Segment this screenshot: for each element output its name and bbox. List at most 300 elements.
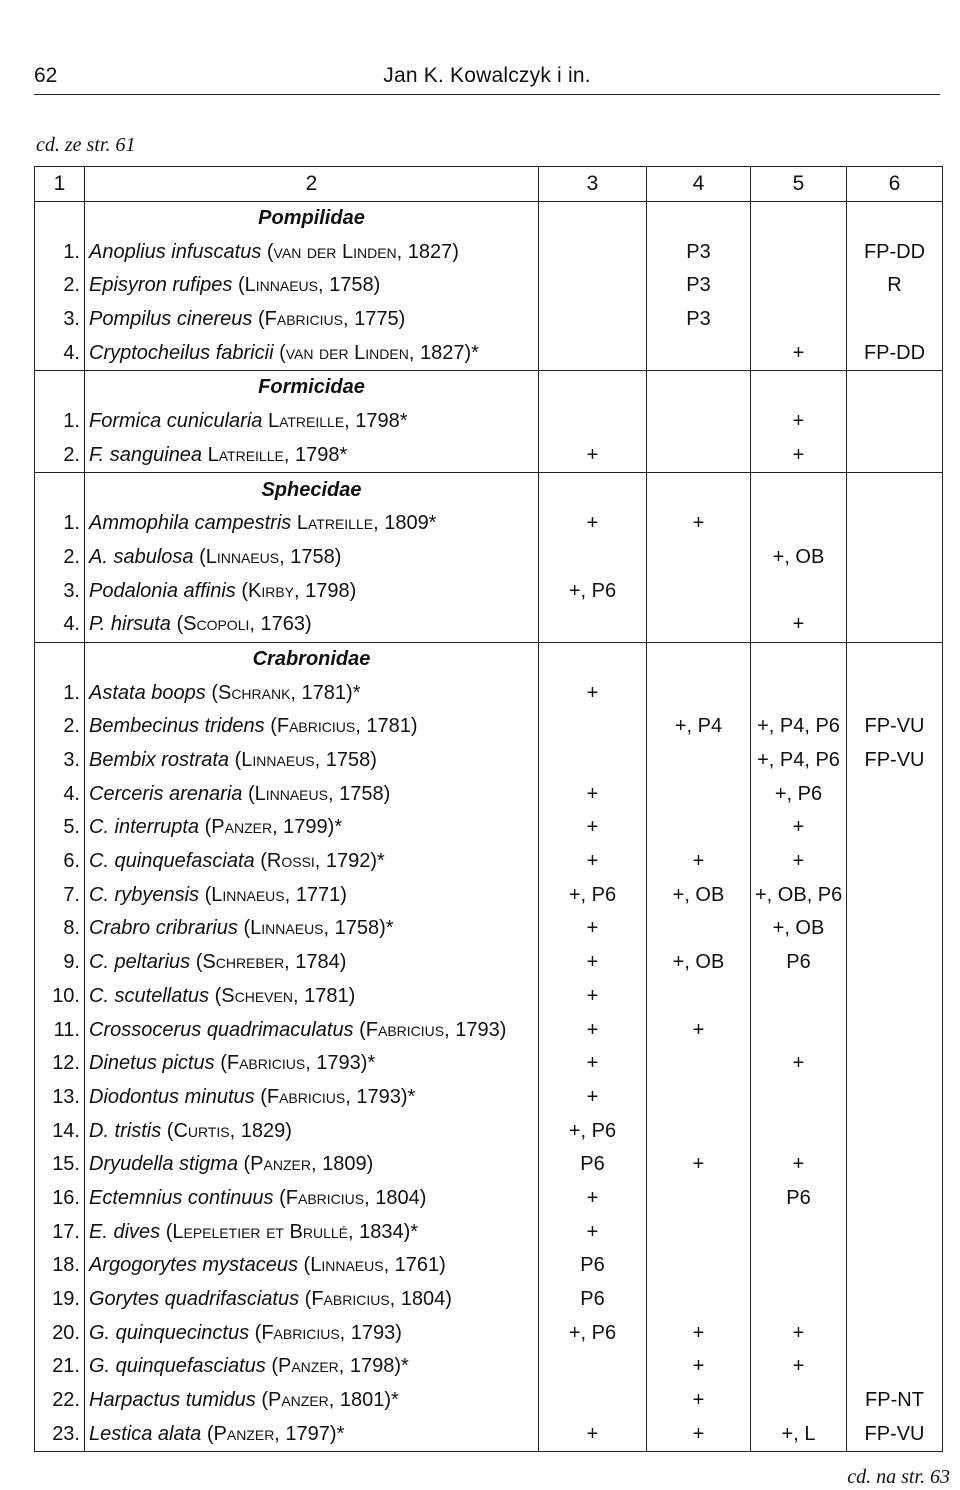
species-author: (Fabricius, 1793)* [220, 1052, 376, 1075]
species-name: Dryudella stigma [89, 1153, 238, 1176]
family-header-row [35, 371, 943, 405]
table-row [35, 845, 943, 879]
species-name-cell [85, 405, 539, 439]
value-cell-c3: + [539, 980, 647, 1014]
species-author: (Lepeletier et Brullé, 1834)* [165, 1220, 419, 1243]
value-cell-c6 [847, 507, 943, 541]
species-name-cell [85, 777, 539, 811]
value-cell-c3: + [539, 1215, 647, 1249]
value-cell-c4 [647, 405, 751, 439]
value-cell-c5 [751, 676, 847, 710]
table-row [35, 1417, 943, 1451]
species-name-cell [85, 439, 539, 473]
column-header: 1 [35, 167, 85, 202]
table-row [35, 405, 943, 439]
value-cell-c3 [539, 608, 647, 642]
table-row [35, 811, 943, 845]
species-name: A. sabulosa [89, 545, 194, 568]
table-row [35, 608, 943, 642]
value-cell-c3: + [539, 1081, 647, 1115]
value-cell-c5: + [751, 336, 847, 370]
value-cell-c6: FP-DD [863, 240, 926, 263]
species-name: F. sanguinea [89, 443, 203, 466]
species-author: (Scopoli, 1763) [176, 613, 312, 636]
value-cell-c5: P6 [751, 1182, 847, 1216]
species-table [34, 166, 943, 1452]
species-author: (Fabricius, 1793) [359, 1018, 507, 1041]
table-row [35, 269, 943, 303]
value-cell-c6 [847, 1215, 943, 1249]
value-cell-c4: + [647, 507, 751, 541]
row-number: 17. [35, 1215, 85, 1249]
value-cell-c6 [847, 676, 943, 710]
value-cell-c6: FP-NT [865, 1389, 924, 1412]
value-cell-c5: +, P4, P6 [751, 744, 847, 778]
species-name: Episyron rufipes [89, 274, 233, 297]
value-cell-c4: P3 [647, 269, 751, 303]
table-row [35, 336, 943, 370]
value-cell-c3 [539, 336, 647, 370]
species-name-cell [85, 811, 539, 845]
value-cell-c3 [539, 541, 647, 575]
empty-cell [35, 201, 85, 235]
species-name: Cerceris arenaria [89, 782, 243, 805]
value-cell-c4 [647, 608, 751, 642]
value-cell-c4: +, OB [647, 878, 751, 912]
table-row [35, 235, 943, 269]
value-cell-c3 [539, 744, 647, 778]
table-row [35, 1148, 943, 1182]
value-cell-c6 [847, 608, 943, 642]
value-cell-c3: + [539, 439, 647, 473]
table-row [35, 439, 943, 473]
value-cell-c6 [847, 777, 943, 811]
species-author: (Panzer, 1797)* [206, 1422, 345, 1445]
row-number: 19. [35, 1283, 85, 1317]
table-row [35, 1081, 943, 1115]
empty-cell [647, 473, 751, 507]
value-cell-c6 [847, 912, 943, 946]
empty-cell [539, 642, 647, 676]
value-cell-c5: + [751, 439, 847, 473]
family-header-row [35, 201, 943, 235]
value-cell-c4 [647, 1215, 751, 1249]
table-row [35, 980, 943, 1014]
species-author: (Fabricius, 1781) [270, 715, 418, 738]
species-author: (Scheven, 1781) [214, 984, 356, 1007]
table-row [35, 912, 943, 946]
row-number: 23. [35, 1417, 85, 1451]
table-row [35, 574, 943, 608]
value-cell-c6 [847, 405, 943, 439]
value-cell-c5: +, OB [751, 541, 847, 575]
species-author: (Rossi, 1792)* [260, 850, 385, 873]
table-row [35, 1316, 943, 1350]
species-name: Crabro cribrarius [89, 917, 238, 940]
value-cell-c6 [847, 1249, 943, 1283]
species-name-cell [85, 541, 539, 575]
family-name: Formicidae [85, 371, 539, 405]
species-author: (Schreber, 1784) [195, 951, 347, 974]
species-author: (Fabricius, 1793) [254, 1321, 402, 1344]
value-cell-c4: + [647, 1384, 751, 1418]
value-cell-c5: +, L [751, 1417, 847, 1451]
value-cell-c3 [539, 269, 647, 303]
species-author: (Panzer, 1801)* [261, 1389, 399, 1412]
value-cell-c3: P6 [539, 1249, 647, 1283]
species-name: Dinetus pictus [89, 1052, 215, 1075]
species-author: (Linnaeus, 1758) [237, 274, 381, 297]
species-name-cell [85, 1316, 539, 1350]
row-number: 15. [35, 1148, 85, 1182]
value-cell-c5: + [751, 1316, 847, 1350]
species-name: C. quinquefasciata [89, 850, 255, 873]
empty-cell [647, 201, 751, 235]
species-author: (Linnaeus, 1758)* [243, 917, 394, 940]
empty-cell [35, 371, 85, 405]
species-name-cell [85, 1215, 539, 1249]
value-cell-c3: P6 [539, 1283, 647, 1317]
value-cell-c4: + [647, 1316, 751, 1350]
value-cell-c5 [751, 574, 847, 608]
table-row [35, 1384, 943, 1418]
table-row [35, 541, 943, 575]
value-cell-c4: + [647, 845, 751, 879]
column-header-row [35, 167, 943, 202]
species-table-body [35, 167, 943, 1452]
row-number: 22. [35, 1384, 85, 1418]
value-cell-c5: + [751, 405, 847, 439]
value-cell-c4: + [647, 1350, 751, 1384]
value-cell-c4: +, OB [647, 946, 751, 980]
species-name: D. tristis [89, 1119, 162, 1142]
species-name: Harpactus tumidus [89, 1389, 256, 1412]
row-number: 3. [35, 744, 85, 778]
value-cell-c5: +, OB, P6 [751, 878, 847, 912]
species-author: Latreille, 1809* [296, 512, 437, 535]
species-name-cell [85, 507, 539, 541]
row-number: 14. [35, 1114, 85, 1148]
species-name-cell [85, 878, 539, 912]
value-cell-c6 [847, 1114, 943, 1148]
value-cell-c6: FP-VU [864, 1422, 925, 1445]
value-cell-c4 [647, 336, 751, 370]
value-cell-c4 [647, 439, 751, 473]
value-cell-c6 [847, 1013, 943, 1047]
column-header: 4 [647, 167, 751, 202]
value-cell-c6 [847, 946, 943, 980]
species-name-cell [85, 1114, 539, 1148]
value-cell-c3 [539, 235, 647, 269]
table-row [35, 1249, 943, 1283]
value-cell-c4: + [647, 1013, 751, 1047]
value-cell-c5 [751, 1114, 847, 1148]
row-number: 13. [35, 1081, 85, 1115]
value-cell-c6 [847, 980, 943, 1014]
value-cell-c5: + [751, 845, 847, 879]
table-row [35, 744, 943, 778]
species-name: G. quinquecinctus [89, 1321, 250, 1344]
value-cell-c6 [847, 1047, 943, 1081]
value-cell-c3: + [539, 946, 647, 980]
table-row [35, 777, 943, 811]
species-name: Diodontus minutus [89, 1085, 255, 1108]
value-cell-c3: + [539, 1047, 647, 1081]
page-number: 62 [34, 64, 58, 87]
value-cell-c6 [847, 845, 943, 879]
species-author: (Panzer, 1798)* [271, 1355, 409, 1378]
value-cell-c6: FP-DD [863, 341, 926, 364]
value-cell-c4: P3 [647, 303, 751, 337]
species-name-cell [85, 574, 539, 608]
species-author: (Fabricius, 1804) [279, 1186, 427, 1209]
row-number: 3. [35, 574, 85, 608]
species-name: Lestica alata [89, 1422, 202, 1445]
empty-cell [751, 371, 847, 405]
species-name-cell [85, 303, 539, 337]
value-cell-c6: R [887, 274, 902, 297]
row-number: 4. [35, 336, 85, 370]
species-author: (Fabricius, 1793)* [260, 1085, 416, 1108]
species-name-cell [85, 1283, 539, 1317]
species-name-cell [85, 1417, 539, 1451]
species-name: Crossocerus quadrimaculatus [89, 1018, 354, 1041]
species-author: (van der Linden, 1827) [266, 240, 459, 263]
value-cell-c3 [539, 303, 647, 337]
value-cell-c5: P6 [751, 946, 847, 980]
value-cell-c6 [847, 541, 943, 575]
value-cell-c4: + [647, 1417, 751, 1451]
table-row [35, 1047, 943, 1081]
value-cell-c5 [751, 1384, 847, 1418]
species-author: (Curtis, 1829) [166, 1119, 292, 1142]
species-name-cell [85, 235, 539, 269]
column-header: 6 [847, 167, 943, 202]
species-name-cell [85, 744, 539, 778]
value-cell-c3: + [539, 1417, 647, 1451]
species-name-cell [85, 980, 539, 1014]
table-row [35, 878, 943, 912]
row-number: 7. [35, 878, 85, 912]
value-cell-c6 [847, 811, 943, 845]
row-number: 2. [35, 710, 85, 744]
row-number: 9. [35, 946, 85, 980]
species-name: Anoplius infuscatus [89, 240, 262, 263]
row-number: 18. [35, 1249, 85, 1283]
species-author: (Linnaeus, 1758) [199, 545, 342, 568]
column-header: 3 [539, 167, 647, 202]
empty-cell [539, 201, 647, 235]
species-name-cell [85, 1350, 539, 1384]
species-name: E. dives [89, 1220, 161, 1243]
value-cell-c3 [539, 1384, 647, 1418]
value-cell-c5 [751, 980, 847, 1014]
species-name-cell [85, 1148, 539, 1182]
value-cell-c3: +, P6 [539, 878, 647, 912]
species-name-cell [85, 676, 539, 710]
value-cell-c4 [647, 1081, 751, 1115]
value-cell-c6: FP-VU [864, 749, 925, 772]
empty-cell [847, 201, 943, 235]
row-number: 11. [35, 1013, 85, 1047]
value-cell-c5: + [751, 1350, 847, 1384]
value-cell-c6 [847, 439, 943, 473]
value-cell-c4 [647, 541, 751, 575]
empty-cell [847, 473, 943, 507]
row-number: 5. [35, 811, 85, 845]
value-cell-c6 [847, 1350, 943, 1384]
value-cell-c5: + [751, 608, 847, 642]
family-name: Sphecidae [85, 473, 539, 507]
value-cell-c4 [647, 574, 751, 608]
value-cell-c5 [751, 1215, 847, 1249]
value-cell-c5 [751, 269, 847, 303]
empty-cell [35, 642, 85, 676]
species-name: C. rybyensis [89, 883, 200, 906]
value-cell-c3 [539, 1350, 647, 1384]
empty-cell [35, 473, 85, 507]
value-cell-c4 [647, 1182, 751, 1216]
species-author: (Linnaeus, 1758) [247, 782, 391, 805]
species-name-cell [85, 1047, 539, 1081]
empty-cell [647, 642, 751, 676]
value-cell-c5 [751, 507, 847, 541]
value-cell-c3: P6 [539, 1148, 647, 1182]
value-cell-c4 [647, 744, 751, 778]
species-author: (van der Linden, 1827)* [279, 341, 479, 364]
value-cell-c6 [847, 1081, 943, 1115]
value-cell-c5: +, P6 [751, 777, 847, 811]
value-cell-c6 [847, 878, 943, 912]
row-number: 4. [35, 608, 85, 642]
table-row [35, 1350, 943, 1384]
value-cell-c5: +, OB [751, 912, 847, 946]
column-header: 2 [85, 167, 539, 202]
species-name: Formica cunicularia [89, 410, 263, 433]
species-name: Gorytes quadrifasciatus [89, 1288, 300, 1311]
species-author: (Kirby, 1798) [241, 579, 357, 602]
value-cell-c3 [539, 405, 647, 439]
value-cell-c5: + [751, 1148, 847, 1182]
row-number: 12. [35, 1047, 85, 1081]
empty-cell [751, 642, 847, 676]
table-row [35, 1215, 943, 1249]
row-number: 3. [35, 303, 85, 337]
row-number: 1. [35, 507, 85, 541]
table-row [35, 676, 943, 710]
species-name-cell [85, 1384, 539, 1418]
empty-cell [539, 473, 647, 507]
species-author: (Linnaeus, 1758) [234, 749, 377, 772]
row-number: 2. [35, 541, 85, 575]
row-number: 6. [35, 845, 85, 879]
species-author: (Panzer, 1799)* [204, 816, 343, 839]
value-cell-c6 [847, 1148, 943, 1182]
value-cell-c6 [847, 1182, 943, 1216]
species-name: C. peltarius [89, 951, 191, 974]
species-name-cell [85, 1081, 539, 1115]
running-title: Jan K. Kowalczyk i in. [383, 64, 591, 87]
species-name-cell [85, 710, 539, 744]
value-cell-c3: + [539, 845, 647, 879]
species-name-cell [85, 336, 539, 370]
value-cell-c4 [647, 676, 751, 710]
species-author: (Fabricius, 1804) [304, 1288, 452, 1311]
table-row [35, 710, 943, 744]
value-cell-c6 [847, 1316, 943, 1350]
table-row [35, 1114, 943, 1148]
value-cell-c4 [647, 777, 751, 811]
value-cell-c6 [847, 303, 943, 337]
species-name: G. quinquefasciatus [89, 1355, 266, 1378]
species-name: C. scutellatus [89, 984, 210, 1007]
species-name: Ammophila campestris [89, 512, 292, 535]
species-name-cell [85, 1249, 539, 1283]
species-author: Latreille, 1798* [207, 443, 348, 466]
species-author: (Linnaeus, 1761) [303, 1254, 446, 1277]
species-name: Bembix rostrata [89, 749, 230, 772]
value-cell-c3: + [539, 777, 647, 811]
value-cell-c3: + [539, 507, 647, 541]
continued-to-note: cd. na str. 63 [847, 1466, 950, 1488]
species-name: Cryptocheilus fabricii [89, 341, 274, 364]
row-number: 20. [35, 1316, 85, 1350]
value-cell-c5 [751, 303, 847, 337]
value-cell-c4 [647, 912, 751, 946]
value-cell-c5: + [751, 1047, 847, 1081]
row-number: 4. [35, 777, 85, 811]
value-cell-c4 [647, 980, 751, 1014]
row-number: 1. [35, 676, 85, 710]
empty-cell [539, 371, 647, 405]
value-cell-c6 [847, 574, 943, 608]
value-cell-c4: +, P4 [647, 710, 751, 744]
row-number: 2. [35, 269, 85, 303]
species-author: (Fabricius, 1775) [257, 308, 406, 331]
family-name: Crabronidae [85, 642, 539, 676]
table-row [35, 303, 943, 337]
column-header: 5 [751, 167, 847, 202]
value-cell-c5 [751, 1013, 847, 1047]
row-number: 8. [35, 912, 85, 946]
empty-cell [847, 371, 943, 405]
value-cell-c3: + [539, 912, 647, 946]
species-name-cell [85, 269, 539, 303]
value-cell-c3: + [539, 676, 647, 710]
value-cell-c4: P3 [647, 235, 751, 269]
value-cell-c3: +, P6 [539, 574, 647, 608]
table-row [35, 1283, 943, 1317]
value-cell-c5 [751, 1283, 847, 1317]
value-cell-c3: +, P6 [539, 1316, 647, 1350]
value-cell-c3: + [539, 1182, 647, 1216]
value-cell-c4 [647, 811, 751, 845]
value-cell-c6: FP-VU [864, 715, 925, 738]
value-cell-c5 [751, 1081, 847, 1115]
species-author: (Linnaeus, 1771) [204, 883, 347, 906]
species-author: (Panzer, 1809) [243, 1153, 374, 1176]
empty-cell [751, 473, 847, 507]
row-number: 1. [35, 405, 85, 439]
species-name-cell [85, 1013, 539, 1047]
value-cell-c3 [539, 710, 647, 744]
empty-cell [751, 201, 847, 235]
value-cell-c3: + [539, 811, 647, 845]
continued-from-note: cd. ze str. 61 [36, 134, 136, 156]
family-header-row [35, 642, 943, 676]
species-name-cell [85, 912, 539, 946]
species-name: Podalonia affinis [89, 579, 236, 602]
